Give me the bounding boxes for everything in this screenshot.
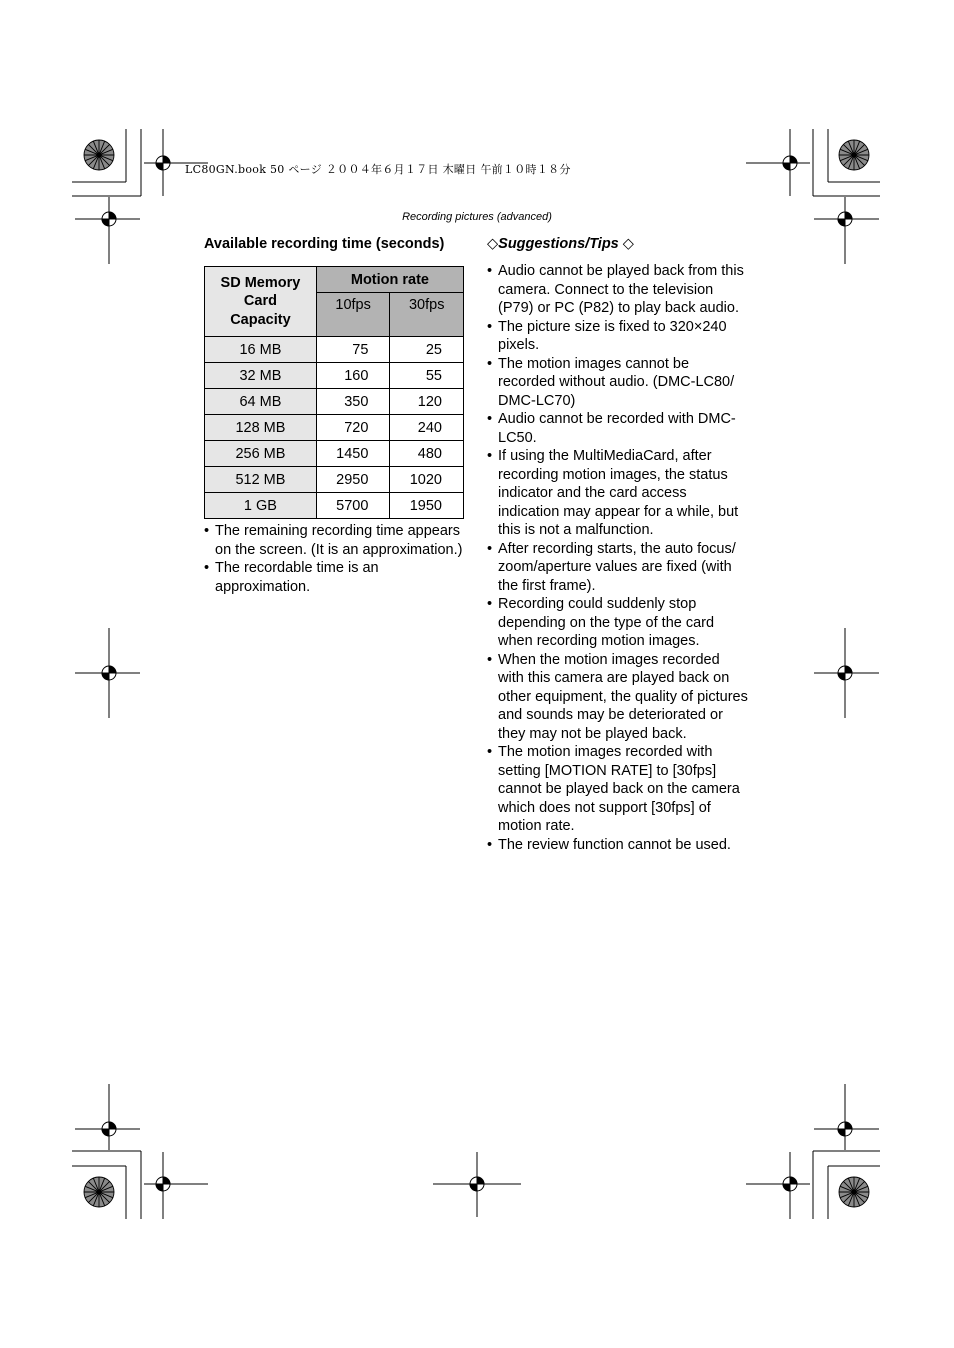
list-item: • Audio cannot be recorded with DMC-LC50.: [487, 410, 749, 447]
section-header: Recording pictures (advanced): [402, 211, 552, 223]
capacity-cell: 16 MB: [205, 337, 317, 363]
recording-time-table: [204, 266, 464, 519]
fps30-cell: 1950: [390, 493, 464, 519]
list-item: • The picture size is fixed to 320×240 pixels.: [487, 318, 749, 355]
fps10-cell: 5700: [316, 493, 390, 519]
fps10-cell: 2950: [316, 467, 390, 493]
diamond-icon: ◇: [622, 236, 634, 252]
table-row: [205, 415, 464, 441]
list-item: • If using the MultiMediaCard, after recording motion images, the status indicator and the card access indication may appear for a while, but this is not a malfunction.: [487, 447, 749, 540]
list-item: • The motion images cannot be recorded without audio. (DMC-LC80/ DMC-LC70): [487, 355, 749, 411]
table-body: [205, 337, 464, 519]
fps30-cell: 120: [390, 389, 464, 415]
capacity-cell: 32 MB: [205, 363, 317, 389]
registration-star-icon: [84, 140, 114, 170]
fps30-cell: 1020: [390, 467, 464, 493]
list-item: • The review function cannot be used.: [487, 836, 749, 855]
file-header: LC80GN.book 50 ページ ２００４年６月１７日 木曜日 午前１０時１８分: [185, 163, 571, 176]
fps10-header: 10fps: [316, 293, 390, 337]
fps10-cell: 1450: [316, 441, 390, 467]
table-row: [205, 467, 464, 493]
fps10-cell: 350: [316, 389, 390, 415]
fps30-cell: 240: [390, 415, 464, 441]
list-item: • The recordable time is an approximation.: [204, 559, 469, 596]
list-item: • Recording could suddenly stop depending on the type of the card when recording motion images.: [487, 595, 749, 651]
list-item: • The remaining recording time appears on the screen. (It is an approximation.): [204, 522, 469, 559]
table-row: [205, 441, 464, 467]
registration-star-icon: [839, 1177, 869, 1207]
fps10-cell: 160: [316, 363, 390, 389]
capacity-cell: 1 GB: [205, 493, 317, 519]
capacity-cell: 256 MB: [205, 441, 317, 467]
left-column: [204, 236, 474, 596]
registration-star-icon: [84, 1177, 114, 1207]
motion-rate-header: Motion rate: [316, 267, 463, 293]
capacity-cell: 64 MB: [205, 389, 317, 415]
table-row: [205, 493, 464, 519]
list-item: • After recording starts, the auto focus/ zoom/aperture values are fixed (with the first frame).: [487, 540, 749, 596]
right-column: [487, 236, 749, 854]
recording-notes: [204, 522, 469, 596]
fps10-cell: 75: [316, 337, 390, 363]
fps30-cell: 480: [390, 441, 464, 467]
table-row: [205, 337, 464, 363]
list-item: • Audio cannot be played back from this camera. Connect to the television (P79) or PC (P82) to play back audio.: [487, 262, 749, 318]
fps30-header: 30fps: [390, 293, 464, 337]
fps30-cell: 25: [390, 337, 464, 363]
tips-list: [487, 262, 749, 854]
fps10-cell: 720: [316, 415, 390, 441]
list-item: • When the motion images recorded with this camera are played back on other equipment, the quality of pictures and sounds may be deteriorated or they may not be played back.: [487, 651, 749, 744]
table-row: [205, 389, 464, 415]
capacity-cell: 128 MB: [205, 415, 317, 441]
registration-star-icon: [839, 140, 869, 170]
table-row: [205, 363, 464, 389]
diamond-icon: ◇: [487, 236, 499, 252]
capacity-header: SD Memory Card Capacity: [205, 267, 317, 337]
recording-time-title: Available recording time (seconds): [204, 236, 445, 252]
list-item: • The motion images recorded with setting [MOTION RATE] to [30fps] cannot be played back on the camera which does not support [30fps] of motion rate.: [487, 743, 749, 836]
capacity-cell: 512 MB: [205, 467, 317, 493]
fps30-cell: 55: [390, 363, 464, 389]
tips-title: ◇Suggestions/Tips ◇: [487, 236, 634, 252]
